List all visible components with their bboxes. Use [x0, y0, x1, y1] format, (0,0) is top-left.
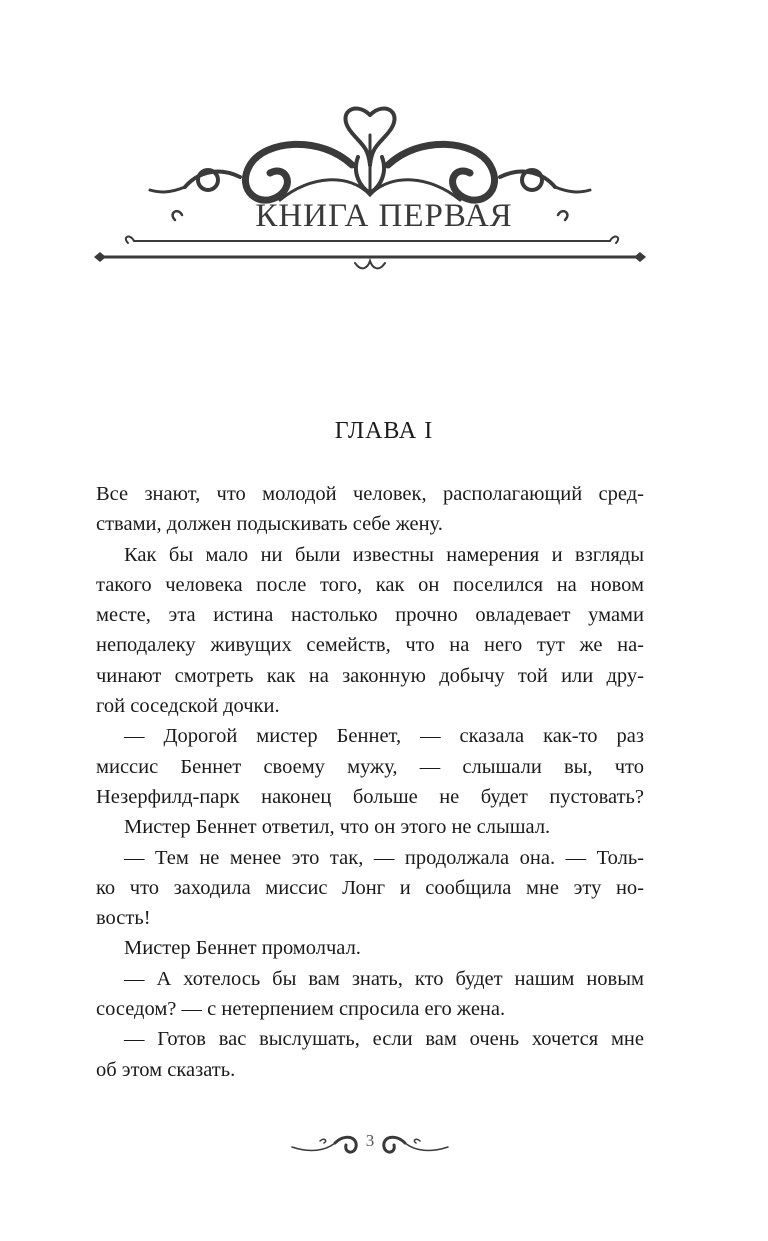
- body-text: [96, 479, 644, 1085]
- text-line: неподалеку живущих семейств, что на него тут же на-: [96, 634, 644, 657]
- text-line: Все знают, что молодой человек, располагающий сред-: [96, 483, 644, 505]
- book-title: КНИГА ПЕРВАЯ: [255, 198, 513, 234]
- text-line: Мистер Беннет ответил, что он этого не слышал.: [124, 816, 551, 839]
- text-line: такого человека после того, как он поселился на новом: [96, 573, 644, 596]
- chapter-title: ГЛАВА I: [334, 418, 434, 444]
- text-line: соседом? — с нетерпением спросила его жена.: [96, 998, 506, 1021]
- text-line: Мистер Беннет промолчал.: [124, 937, 361, 960]
- text-line: гой соседской дочки.: [96, 695, 280, 718]
- text-line: Как бы мало ни были известны намерения и взгляды: [124, 543, 644, 566]
- page-footer: [290, 1125, 450, 1165]
- text-line: чинают смотреть как на законную добычу той или дру-: [96, 664, 644, 687]
- text-line: — Тем не менее это так, — продолжала она. — Толь-: [124, 846, 644, 869]
- text-line: — А хотелось бы вам знать, кто будет нашим новым: [124, 967, 644, 990]
- text-line: об этом сказать.: [96, 1058, 236, 1081]
- text-line: месте, эта истина настолько прочно овладевает умами: [96, 604, 644, 627]
- text-line: ствами, должен подыскивать себе жену.: [96, 513, 443, 536]
- text-line: вость!: [96, 907, 151, 930]
- text-line: — Готов вас выслушать, если вам очень хочется мне: [124, 1028, 644, 1051]
- text-line: Незерфилд-парк наконец больше не будет пустовать?: [96, 785, 644, 808]
- text-line: — Дорогой мистер Беннет, — сказала как-то раз: [124, 725, 644, 748]
- text-line: миссис Беннет своему мужу, — слышали вы, что: [96, 755, 644, 778]
- header-ornament: [90, 95, 650, 275]
- page-number: 3: [365, 1131, 375, 1150]
- text-line: ко что заходила миссис Лонг и сообщила мне эту но-: [96, 876, 644, 899]
